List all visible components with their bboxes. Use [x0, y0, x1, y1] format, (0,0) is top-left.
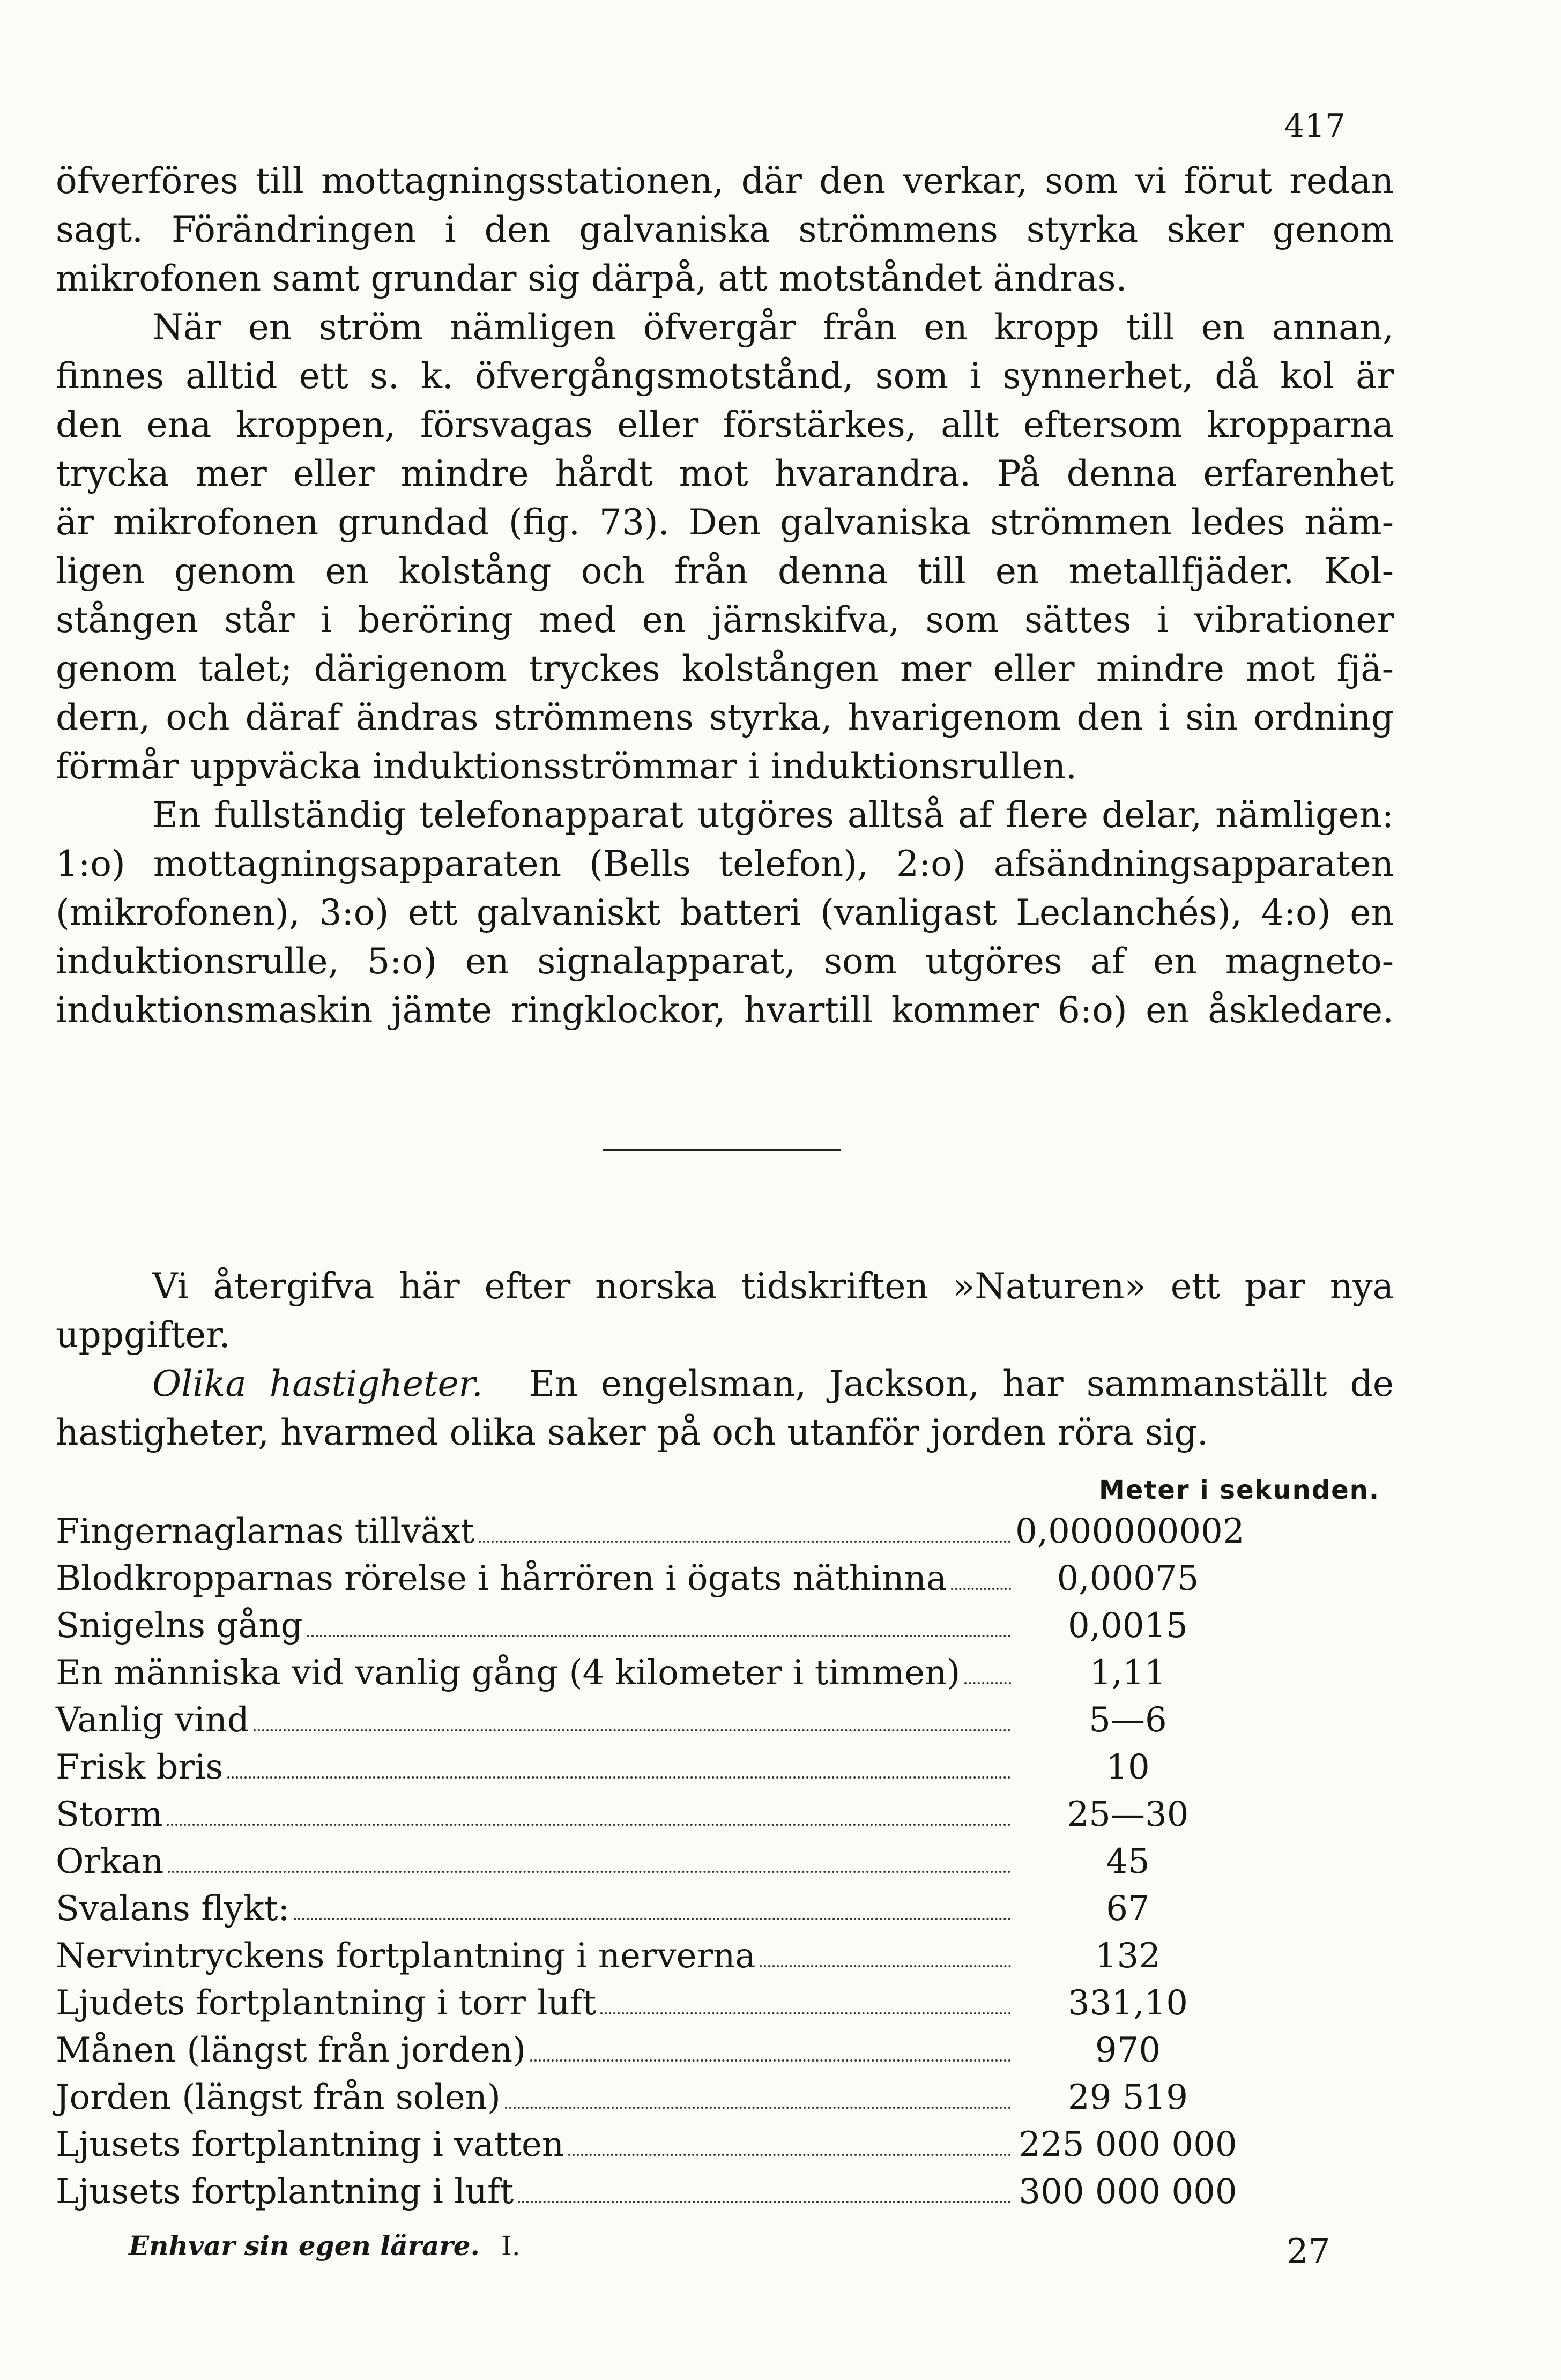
paragraph [56, 303, 1394, 791]
table-row [56, 1559, 1396, 1606]
row-value: 970 [1095, 2031, 1161, 2070]
dot-leader [479, 1541, 1011, 1543]
text-line: finnes alltid ett s. k. öfvergångsmotstånd, som i synnerhet, då kol är [56, 355, 1394, 397]
section-heading: Olika hastigheter. [152, 1363, 483, 1404]
row-value: 0,0015 [1068, 1606, 1188, 1646]
row-label: Ljusets fortplantning i luft [56, 2172, 514, 2212]
dot-leader [964, 1682, 1011, 1684]
row-label-cell [56, 1936, 1015, 1976]
row-value: 67 [1106, 1889, 1150, 1929]
row-label-cell [56, 1842, 1015, 1881]
table-row [56, 1889, 1396, 1936]
text-line: uppgifter. [56, 1314, 231, 1356]
body-text [56, 157, 1394, 1035]
table-row [56, 1842, 1396, 1889]
row-label-cell [56, 1700, 1015, 1740]
text-line: induktionsrulle, 5:o) en signalapparat, som utgöres af en magneto- [56, 941, 1394, 982]
row-label: Orkan [56, 1842, 164, 1881]
text-line: stången står i beröring med en järnskifva, som sättes i vibrationer [56, 599, 1394, 641]
row-label: Fingernaglarnas tillväxt [56, 1512, 474, 1551]
table-row [56, 1606, 1396, 1653]
row-label-cell [56, 2031, 1015, 2070]
table-row [56, 1653, 1396, 1700]
table-row [56, 2125, 1396, 2172]
text-line: När en ström nämligen öfvergår från en kropp till en annan, [152, 307, 1394, 348]
row-label-cell [56, 1653, 1015, 1693]
text-line: öfverföres till mottagningsstationen, där den verkar, som vi förut redan [56, 160, 1394, 202]
text-line: trycka mer eller mindre hårdt mot hvarandra. På denna erfarenhet [56, 453, 1394, 494]
row-value: 5—6 [1089, 1700, 1167, 1740]
text-line: är mikrofonen grundad (fig. 73). Den galvaniska strömmen ledes näm- [56, 502, 1394, 543]
row-label: Svalans flykt: [56, 1889, 290, 1929]
row-value: 225 000 000 [1019, 2125, 1237, 2165]
row-label-cell [56, 1889, 1015, 1929]
row-label: Ljusets fortplantning i vatten [56, 2125, 564, 2165]
dot-leader [530, 2059, 1011, 2062]
row-label: Nervintryckens fortplantning i nerverna [56, 1936, 756, 1976]
row-label-cell [56, 1606, 1015, 1646]
page-number: 417 [1284, 107, 1346, 145]
row-label-cell [56, 1795, 1015, 1834]
table-row [56, 1747, 1396, 1795]
dot-leader [167, 1824, 1011, 1826]
row-label: Vanlig vind [56, 1700, 249, 1740]
section-intro [56, 1262, 1394, 1457]
dot-leader [505, 2107, 1011, 2109]
dot-leader [518, 2201, 1011, 2203]
dot-leader [168, 1871, 1011, 1873]
speeds-table [56, 1512, 1396, 2219]
row-value: 331,10 [1068, 1983, 1188, 2023]
table-row [56, 1983, 1396, 2031]
table-row [56, 2078, 1396, 2125]
paragraph [56, 791, 1394, 1035]
section-separator [603, 1149, 841, 1151]
row-label-cell [56, 1983, 1015, 2023]
heading-line [56, 1359, 1394, 1408]
table-row [56, 2172, 1396, 2219]
table-units-header: Meter i sekunden. [1099, 1475, 1380, 1505]
text-line: sagt. Förändringen i den galvaniska strömmens styrka sker genom [56, 209, 1394, 250]
row-value: 1,11 [1089, 1653, 1166, 1693]
text-line: Vi återgifva här efter norska tidskriften »Naturen» ett par nya [152, 1266, 1394, 1307]
table-row [56, 1936, 1396, 1983]
row-label: Ljudets fortplantning i torr luft [56, 1983, 597, 2023]
dot-leader [294, 1918, 1011, 1920]
row-value: 45 [1106, 1842, 1150, 1881]
row-value: 300 000 000 [1019, 2172, 1237, 2212]
table-row [56, 1512, 1396, 1559]
row-label-cell [56, 1559, 1015, 1598]
text-line: induktionsmaskin jämte ringklockor, hvartill kommer 6:o) en åskledare. [56, 990, 1394, 1031]
footer-book-title: Enhvar sin egen lärare. [129, 2230, 480, 2262]
row-label: Jorden (längst från solen) [56, 2078, 501, 2117]
row-value: 132 [1095, 1936, 1161, 1976]
text-line: mikrofonen samt grundar sig därpå, att motståndet ändras. [56, 258, 1127, 299]
text-line: (mikrofonen), 3:o) ett galvaniskt batteri (vanligast Leclanchés), 4:o) en [56, 892, 1394, 933]
heading-text: En engelsman, Jackson, har sammanställt de [529, 1363, 1394, 1404]
table-row [56, 1700, 1396, 1747]
row-value: 25—30 [1067, 1795, 1189, 1834]
row-label-cell [56, 1512, 1015, 1551]
footer-volume: I. [501, 2230, 521, 2262]
text-line: hastigheter, hvarmed olika saker på och utanför jorden röra sig. [56, 1412, 1208, 1453]
text-line: 1:o) mottagningsapparaten (Bells telefon), 2:o) afsändningsapparaten [56, 843, 1394, 884]
row-label-cell [56, 2172, 1015, 2212]
text-line: den ena kroppen, försvagas eller förstärkes, allt eftersom kropparna [56, 404, 1394, 445]
table-row [56, 2031, 1396, 2078]
signature-number: 27 [1287, 2232, 1330, 2272]
dot-leader [307, 1635, 1011, 1637]
table-row [56, 1795, 1396, 1842]
text-line: genom talet; därigenom tryckes kolstången mer eller mindre mot fjä- [56, 648, 1394, 689]
row-label: En människa vid vanlig gång (4 kilometer i timmen) [56, 1653, 961, 1693]
row-label-cell [56, 1747, 1015, 1787]
text-line: En fullständig telefonapparat utgöres alltså af flere delar, nämligen: [152, 794, 1394, 836]
dot-leader [254, 1729, 1011, 1731]
dot-leader [760, 1965, 1011, 1967]
dot-leader [951, 1588, 1011, 1590]
text-line: dern, och däraf ändras strömmens styrka, hvarigenom den i sin ordning [56, 697, 1394, 738]
row-label: Blodkropparnas rörelse i hårrören i ögats näthinna [56, 1559, 947, 1598]
footer-title [129, 2230, 521, 2262]
row-value: 0,00075 [1057, 1559, 1199, 1598]
dot-leader [600, 2012, 1011, 2014]
row-value: 29 519 [1068, 2078, 1188, 2117]
row-label: Frisk bris [56, 1747, 224, 1787]
row-label-cell [56, 2078, 1015, 2117]
row-value: 0,000000002 [1015, 1512, 1245, 1551]
dot-leader [568, 2154, 1011, 2156]
row-value: 10 [1106, 1747, 1150, 1787]
row-label: Månen (längst från jorden) [56, 2031, 526, 2070]
row-label: Snigelns gång [56, 1606, 303, 1646]
row-label: Storm [56, 1795, 163, 1834]
dot-leader [227, 1776, 1011, 1779]
row-label-cell [56, 2125, 1015, 2165]
text-line: ligen genom en kolstång och från denna till en metallfjäder. Kol- [56, 551, 1394, 592]
paragraph [56, 157, 1394, 303]
text-line: förmår uppväcka induktionsströmmar i induktionsrullen. [56, 746, 1077, 787]
